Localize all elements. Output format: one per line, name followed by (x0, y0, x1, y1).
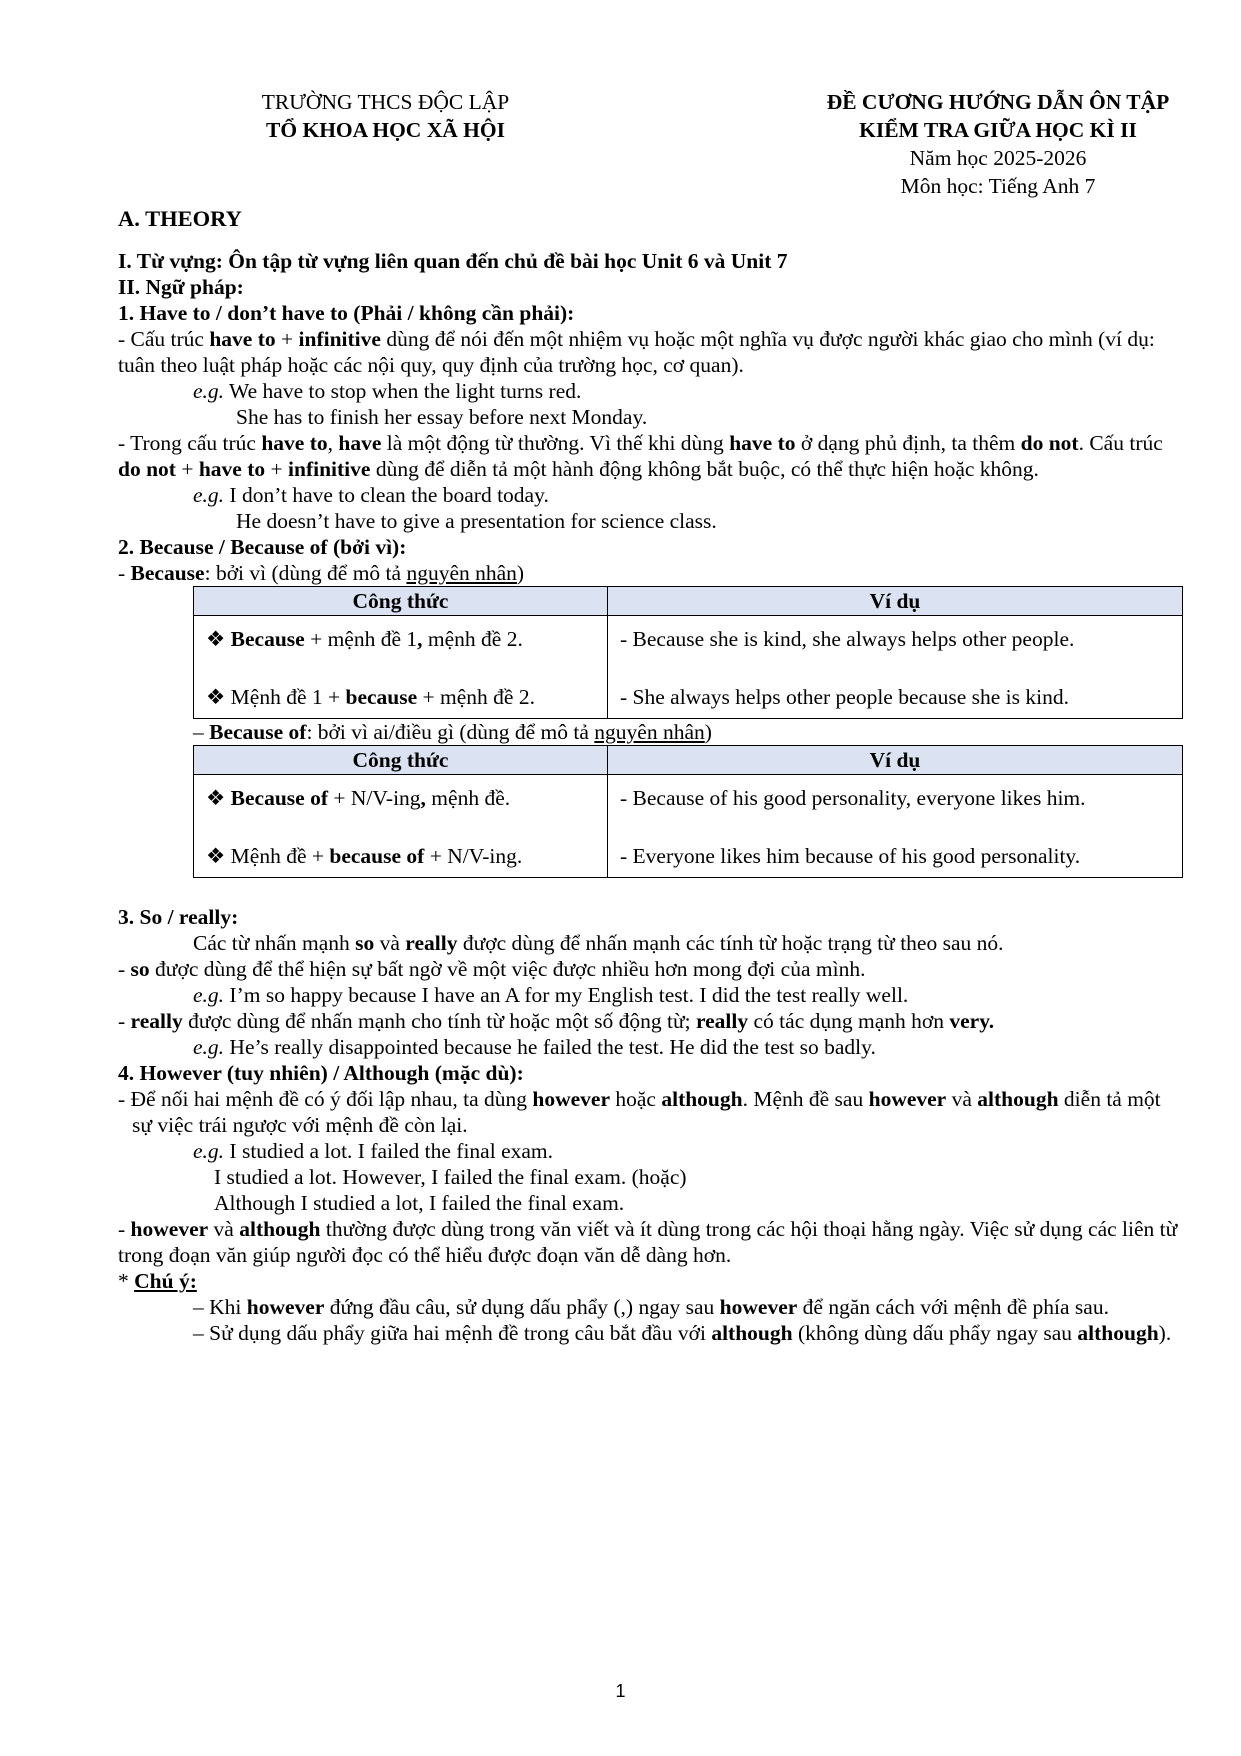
example-line: - Everyone likes him because of his good personality. (620, 844, 1081, 868)
example-cell (608, 775, 1183, 878)
section-2-title: 2. Because / Because of (bởi vì): (118, 535, 407, 559)
because-table (193, 586, 1183, 719)
example: e.g. We have to stop when the light turns red. (193, 379, 582, 403)
vocab-heading: I. Từ vựng: Ôn tập từ vựng liên quan đến chủ đề bài học Unit 6 và Unit 7 (118, 249, 788, 273)
school-year: Năm học 2025-2026 (909, 146, 1087, 170)
note-item: – Khi however đứng đầu câu, sử dụng dấu phẩy (,) ngay sau however để ngăn cách với mệnh đề phía sau. (193, 1295, 1109, 1319)
example-line: - Because of his good personality, everyone likes him. (620, 786, 1086, 810)
formula-cell (194, 775, 608, 878)
exam-title: KIỂM TRA GIỮA HỌC KÌ II (859, 118, 1137, 142)
paragraph: - so được dùng để thể hiện sự bất ngờ về một việc được nhiều hơn mong đợi của mình. (118, 957, 866, 981)
note-item: – Sử dụng dấu phẩy giữa hai mệnh đề trong câu bắt đầu với although (không dùng dấu phẩy ngay sau although). (193, 1321, 1172, 1345)
formula-line: ❖ Mệnh đề + because of + N/V-ing. (206, 844, 523, 868)
column-header-formula: Công thức (194, 587, 608, 616)
because-definition: - Because: bởi vì (dùng để mô tả nguyên nhân) (118, 561, 525, 585)
section-4-title: 4. However (tuy nhiên) / Although (mặc dù): (118, 1061, 524, 1085)
paragraph: - really được dùng để nhấn mạnh cho tính từ hoặc một số động từ; really có tác dụng mạnh hơn very. (118, 1009, 995, 1033)
example: e.g. I don’t have to clean the board today. (193, 483, 549, 507)
example: e.g. He’s really disappointed because he failed the test. He did the test so badly. (193, 1035, 876, 1059)
paragraph: - however và although thường được dùng trong văn viết và ít dùng trong các hội thoại hằng ngày. Việc sử dụng các liên từ trong đoạn văn giúp người đọc có thể hiểu được đoạn văn dễ dàng hơn. (118, 1217, 1178, 1267)
table-header-row (194, 587, 1183, 616)
paragraph: - Cấu trúc have to + infinitive dùng để nói đến một nhiệm vụ hoặc một nghĩa vụ được người khác giao cho mình (ví dụ: tuân theo luật pháp hoặc các nội quy, quy định của trường học, cơ quan). (118, 327, 1155, 377)
column-header-formula: Công thức (194, 746, 608, 775)
table-header-row (194, 746, 1183, 775)
subject: Môn học: Tiếng Anh 7 (900, 174, 1096, 198)
department-name: TỔ KHOA HỌC XÃ HỘI (266, 118, 505, 142)
paragraph: Các từ nhấn mạnh so và really được dùng để nhấn mạnh các tính từ hoặc trạng từ theo sau nó. (193, 931, 1004, 955)
example: Although I studied a lot, I failed the final exam. (214, 1191, 625, 1215)
example-line: - She always helps other people because she is kind. (620, 685, 1069, 709)
paragraph: - Để nối hai mệnh đề có ý đối lập nhau, ta dùng however hoặc although. Mệnh đề sau however và although diễn tả một sự việc trái ngược với mệnh đề còn lại. (118, 1087, 1161, 1137)
example: e.g. I’m so happy because I have an A for my English test. I did the test really well. (193, 983, 909, 1007)
because-of-definition: – Because of: bởi vì ai/điều gì (dùng để mô tả nguyên nhân) (193, 720, 712, 744)
document-page (118, 88, 1178, 1346)
column-header-example: Ví dụ (608, 587, 1183, 616)
column-header-example: Ví dụ (608, 746, 1183, 775)
document-title: ĐỀ CƯƠNG HƯỚNG DẪN ÔN TẬP (826, 90, 1170, 114)
paragraph: - Trong cấu trúc have to, have là một động từ thường. Vì thế khi dùng have to ở dạng phủ định, ta thêm do not. Cấu trúc do not + have to + infinitive dùng để diễn tả một hành động không bắt buộc, có thể thực hiện hoặc không. (118, 431, 1163, 481)
note-heading: * Chú ý: (118, 1269, 197, 1293)
because-of-table (193, 745, 1183, 878)
example: I studied a lot. However, I failed the final exam. (hoặc) (214, 1165, 687, 1189)
page-number: 1 (615, 1681, 626, 1701)
formula-line: ❖ Mệnh đề 1 + because + mệnh đề 2. (206, 685, 535, 709)
school-block (118, 88, 653, 144)
formula-line: ❖ Because + mệnh đề 1, mệnh đề 2. (206, 627, 523, 651)
grammar-heading: II. Ngữ pháp: (118, 275, 244, 299)
table-row (194, 775, 1183, 878)
formula-cell (194, 616, 608, 719)
example: e.g. I studied a lot. I failed the final exam. (193, 1139, 554, 1163)
example: He doesn’t have to give a presentation for science class. (236, 509, 717, 533)
title-block (718, 88, 1241, 200)
school-name: TRƯỜNG THCS ĐỘC LẬP (261, 90, 510, 114)
section-3-title: 3. So / really: (118, 905, 239, 929)
table-row (194, 616, 1183, 719)
example-cell (608, 616, 1183, 719)
formula-line: ❖ Because of + N/V-ing, mệnh đề. (206, 786, 511, 810)
section-a-heading: A. THEORY (118, 206, 242, 231)
section-1-title: 1. Have to / don’t have to (Phải / không cần phải): (118, 301, 575, 325)
example-line: - Because she is kind, she always helps other people. (620, 627, 1075, 651)
example: She has to finish her essay before next Monday. (236, 405, 648, 429)
document-header (118, 88, 1178, 206)
